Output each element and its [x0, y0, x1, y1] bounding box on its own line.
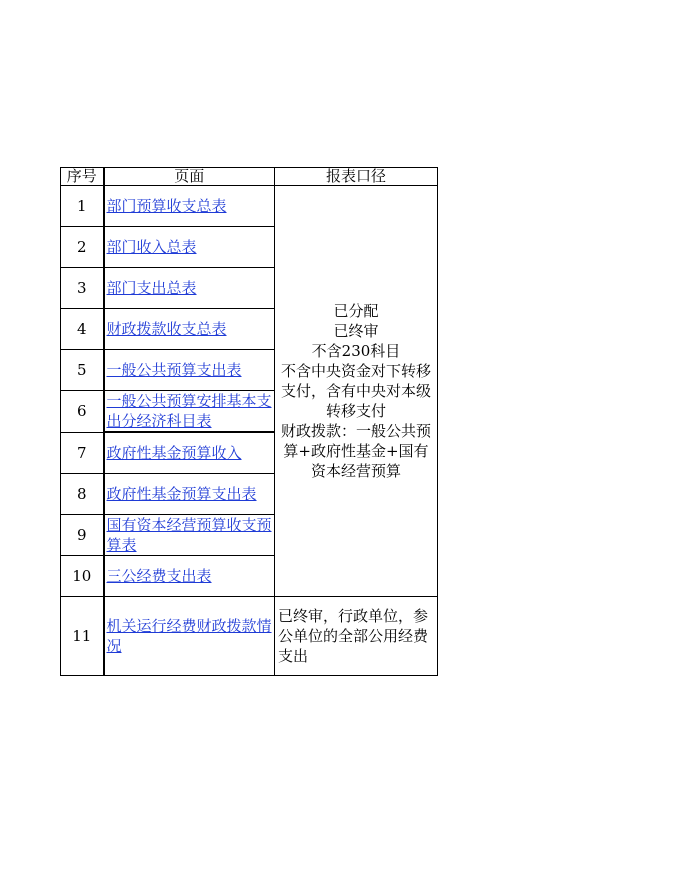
row-seq: 7 — [61, 432, 104, 474]
table-row — [61, 186, 438, 227]
page-cell — [104, 474, 275, 515]
scope-cell-row-11: 已终审，行政单位，参公单位的全部公用经费支出 — [275, 597, 438, 676]
page-cell — [104, 597, 275, 676]
page-link[interactable]: 部门预算收支总表 — [106, 197, 227, 215]
row-seq: 8 — [61, 474, 104, 515]
row-seq: 2 — [61, 227, 104, 268]
page-cell — [104, 432, 275, 474]
page-link[interactable]: 财政拨款收支总表 — [106, 320, 227, 338]
page-cell — [104, 186, 275, 227]
row-seq: 4 — [61, 309, 104, 350]
row-seq: 6 — [61, 391, 104, 433]
page-link[interactable]: 机关运行经费财政拨款情况 — [106, 617, 272, 655]
page-link[interactable]: 一般公共预算安排基本支出分经济科目表 — [106, 392, 272, 430]
scope-cell-merged — [275, 186, 438, 597]
page-link[interactable]: 部门支出总表 — [106, 279, 197, 297]
scope-line: 已终审 — [333, 322, 379, 340]
header-scope: 报表口径 — [275, 168, 438, 186]
row-seq: 11 — [61, 597, 104, 676]
page-cell — [104, 515, 275, 556]
scope-line: 已分配 — [333, 302, 379, 320]
page-link[interactable]: 一般公共预算支出表 — [106, 361, 242, 379]
row-seq: 9 — [61, 515, 104, 556]
page-link[interactable]: 国有资本经营预算收支预算表 — [106, 516, 272, 554]
report-index-table — [60, 167, 438, 676]
scope-line: 不含中央资金对下转移支付，含有中央对本级转移支付 — [280, 362, 431, 420]
header-seq: 序号 — [61, 168, 104, 186]
row-seq: 3 — [61, 268, 104, 309]
page-cell — [104, 350, 275, 391]
page-link[interactable]: 政府性基金预算支出表 — [106, 485, 257, 503]
row-seq: 1 — [61, 186, 104, 227]
page-link[interactable]: 政府性基金预算收入 — [106, 444, 242, 462]
scope-line: 不含230科目 — [311, 342, 401, 360]
row-seq: 10 — [61, 556, 104, 597]
page-link[interactable]: 三公经费支出表 — [106, 567, 212, 585]
page-cell — [104, 268, 275, 309]
page-cell — [104, 556, 275, 597]
table-row — [61, 597, 438, 676]
header-page: 页面 — [104, 168, 275, 186]
row-seq: 5 — [61, 350, 104, 391]
page-cell — [104, 391, 275, 433]
page-link[interactable]: 部门收入总表 — [106, 238, 197, 256]
header-row — [61, 168, 438, 186]
page-cell — [104, 309, 275, 350]
page-cell — [104, 227, 275, 268]
scope-line: 财政拨款：一般公共预算+政府性基金+国有资本经营预算 — [280, 422, 431, 480]
